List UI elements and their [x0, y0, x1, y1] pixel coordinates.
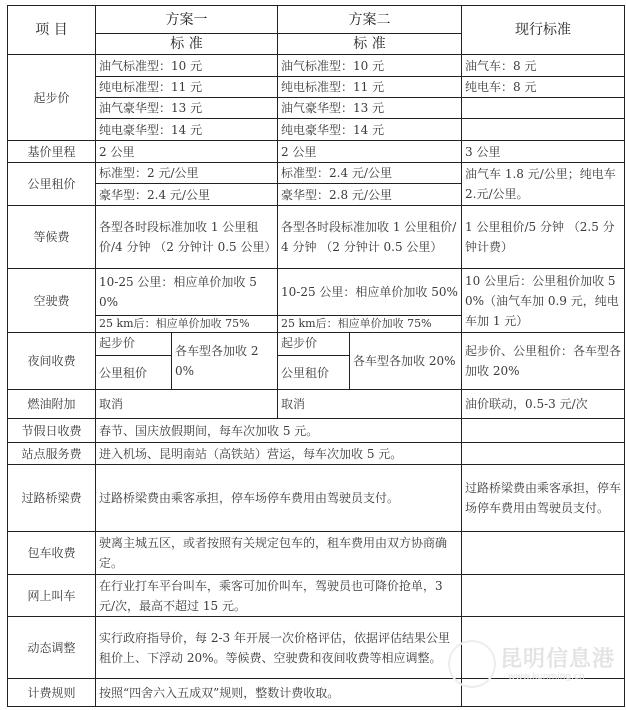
header-plan1: 方案一 — [96, 6, 278, 34]
cell: 进入机场、昆明南站（高铁站）营运，每车次加收 5 元。 — [96, 443, 462, 465]
cell: 标准型：2.4 元/公里 — [278, 163, 462, 184]
cell: 取消 — [278, 390, 462, 419]
cell: 公里租价 — [96, 356, 172, 390]
watermark-name: 昆明信息港 — [500, 647, 616, 672]
cell: 纯电标准型：11 元 — [96, 77, 278, 98]
cell: 25 km后：相应单价加收 75% — [96, 316, 278, 333]
cell: 油气豪华型：13 元 — [96, 98, 278, 119]
cell: 油气车 1.8 元/公里；纯电车 2.元/公里。 — [462, 163, 625, 206]
header-standard-2: 标 准 — [278, 34, 462, 55]
cell: 公里租价 — [278, 356, 350, 390]
cell: 25 km后：相应单价加收 75% — [278, 316, 462, 333]
cell: 油气标准型：10 元 — [96, 55, 278, 77]
cell: 按照“四舍六入五成双”规则，整数计费收取。 — [96, 679, 462, 707]
watermark-url: www.kunming.cn — [508, 672, 585, 682]
cell: 纯电豪华型：14 元 — [278, 119, 462, 141]
cell: 纯电标准型：11 元 — [278, 77, 462, 98]
cell: 过路桥梁费由乘客承担，停车场停车费用由驾驶员支付。 — [96, 465, 462, 532]
cell: 在行业打车平台叫车，乘客可加价叫车，驾驶员也可降价抢单，3 元/次，最高不超过 15 元。 — [96, 575, 462, 617]
empty-cell — [462, 575, 625, 617]
cell: 油气豪华型：13 元 — [278, 98, 462, 119]
header-current: 现行标准 — [462, 6, 625, 55]
cell: 纯电车：8 元 — [462, 77, 625, 98]
cell: 过路桥梁费由乘客承担，停车场停车费用由驾驶员支付。 — [462, 465, 625, 532]
cell: 驶离主城五区，或者按照有关规定包车的，租车费用由双方协商确定。 — [96, 532, 462, 575]
header-plan2: 方案二 — [278, 6, 462, 34]
cell: 2 公里 — [96, 141, 278, 163]
cell: 豪华型：2.8 元/公里 — [278, 184, 462, 206]
watermark-logo — [448, 640, 618, 690]
row-label: 网上叫车 — [8, 575, 96, 617]
cell: 起步价 — [96, 333, 172, 356]
empty-cell — [462, 119, 625, 141]
cell: 油价联动，0.5-3 元/次 — [462, 390, 625, 419]
empty-cell — [462, 419, 625, 443]
row-label: 基价里程 — [8, 141, 96, 163]
row-label: 节假日收费 — [8, 419, 96, 443]
row-label: 计费规则 — [8, 679, 96, 707]
cell: 1 公里租价/5 分钟 （2.5 分钟计费） — [462, 206, 625, 269]
cell: 实行政府指导价，每 2-3 年开展一次价格评估，依据评估结果公里租价上、下浮动 20%。等候费、空驶费和夜间收费等相应调整。 — [96, 617, 462, 679]
row-label: 燃油附加 — [8, 390, 96, 419]
cell: 油气标准型：10 元 — [278, 55, 462, 77]
cell: 各型各时段标准加收 1 公里租价/4 分钟 （2 分钟计 0.5 公里） — [278, 206, 462, 269]
row-label: 起步价 — [8, 55, 96, 141]
cell: 3 公里 — [462, 141, 625, 163]
empty-cell — [462, 98, 625, 119]
row-label: 动态调整 — [8, 617, 96, 679]
fare-comparison-table — [7, 5, 625, 707]
cell: 各型各时段标准加收 1 公里租价/4 分钟 （2 分钟计 0.5 公里） — [96, 206, 278, 269]
cell: 豪华型：2.4 元/公里 — [96, 184, 278, 206]
cell: 纯电豪华型：14 元 — [96, 119, 278, 141]
header-item: 项 目 — [8, 6, 96, 55]
row-label: 空驶费 — [8, 269, 96, 333]
row-label: 站点服务费 — [8, 443, 96, 465]
cell: 起步价、公里租价：各车型各加收 20% — [462, 333, 625, 390]
row-label: 过路桥梁费 — [8, 465, 96, 532]
cell: 10-25 公里：相应单价加收 50% — [278, 269, 462, 316]
empty-cell — [462, 443, 625, 465]
cell: 10 公里后：公里租价加收 50%（油气车加 0.9 元，纯电车加 1 元） — [462, 269, 625, 333]
cell: 各车型各加收 20% — [350, 333, 462, 390]
empty-cell — [462, 532, 625, 575]
cell: 油气车：8 元 — [462, 55, 625, 77]
header-standard-1: 标 准 — [96, 34, 278, 55]
cell: 标准型：2 元/公里 — [96, 163, 278, 184]
logo-emblem-icon — [448, 640, 496, 688]
cell: 取消 — [96, 390, 278, 419]
row-label: 包车收费 — [8, 532, 96, 575]
cell: 10-25 公里：相应单价加收 50% — [96, 269, 278, 316]
cell: 2 公里 — [278, 141, 462, 163]
row-label: 公里租价 — [8, 163, 96, 206]
cell: 各车型各加收 20% — [172, 333, 278, 390]
cell: 起步价 — [278, 333, 350, 356]
row-label: 等候费 — [8, 206, 96, 269]
row-label: 夜间收费 — [8, 333, 96, 390]
cell: 春节、国庆放假期间，每车次加收 5 元。 — [96, 419, 462, 443]
